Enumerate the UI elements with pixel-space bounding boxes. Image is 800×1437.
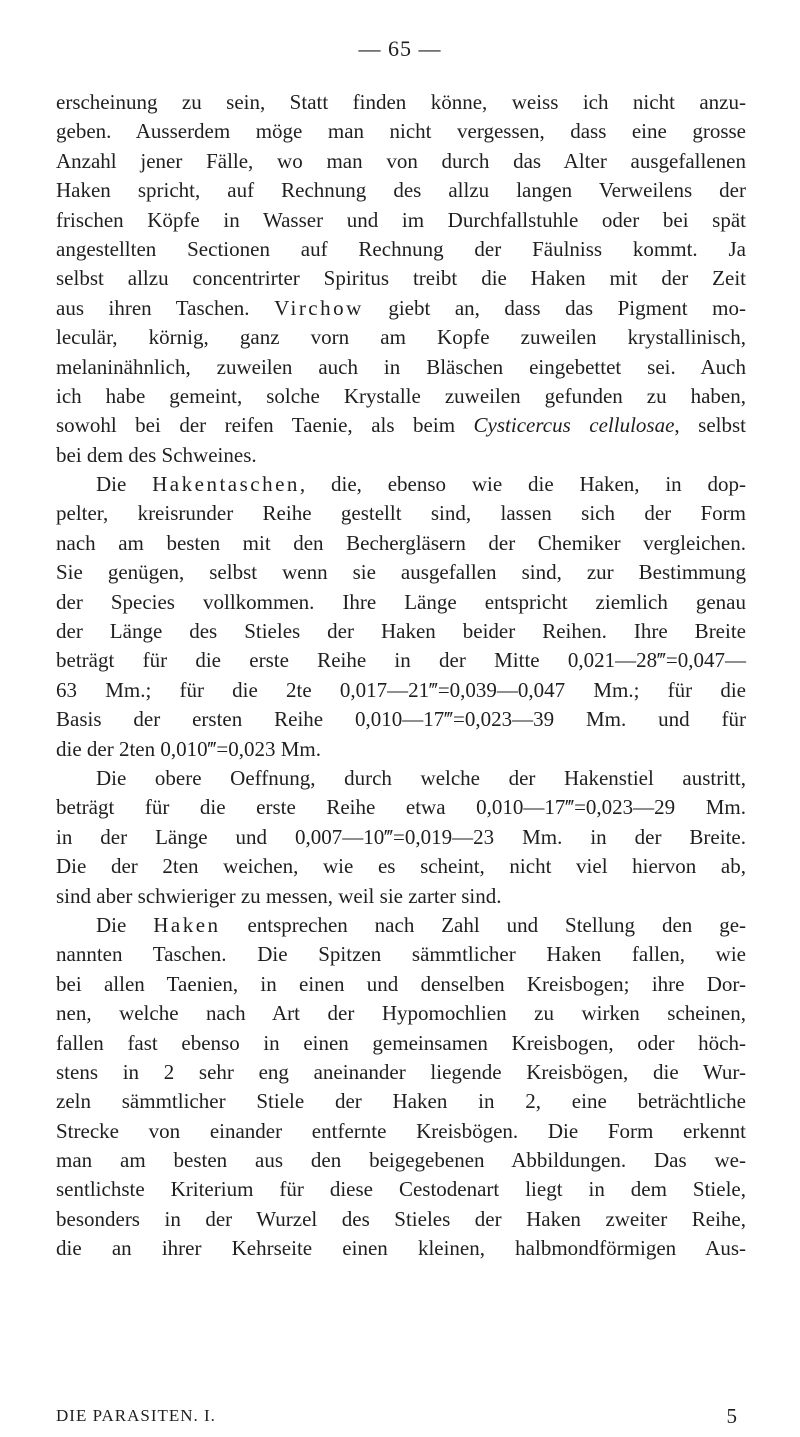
text-segment: Sie genügen, selbst wenn sie ausgefallen sind, zur Bestimmung xyxy=(56,560,746,585)
text-segment: Die xyxy=(96,472,153,497)
text-segment: nannten Taschen. Die Spitzen sämmtlicher Haken fallen, wie xyxy=(56,942,746,967)
text-line xyxy=(56,206,746,235)
text-segment: melaninähnlich, zuweilen auch in Bläschen eingebettet sei. Auch xyxy=(56,354,746,379)
body-text xyxy=(56,88,746,1264)
text-line xyxy=(56,1175,746,1204)
text-line xyxy=(56,999,746,1028)
text-line xyxy=(56,1205,746,1234)
text-segment: Die der 2ten weichen, wie es scheint, nicht viel hiervon ab, xyxy=(56,854,746,879)
text-line xyxy=(56,353,746,382)
text-segment: Basis der ersten Reihe 0,010—17‴=0,023—39 Mm. und für xyxy=(56,707,746,732)
text-line xyxy=(56,882,746,911)
text-segment: nen, welche nach Art der Hypomochlien zu wirken scheinen, xyxy=(56,1001,746,1026)
text-segment: bei dem des Schweines. xyxy=(56,442,257,467)
text-line xyxy=(56,823,746,852)
text-line xyxy=(56,617,746,646)
text-segment: fallen fast ebenso in einen gemeinsamen Kreisbogen, oder höch- xyxy=(56,1030,746,1055)
text-segment: , die, ebenso wie die Haken, in dop- xyxy=(299,472,746,497)
text-segment: Strecke von einander entfernte Kreisbögen. Die Form erkennt xyxy=(56,1118,746,1143)
text-line xyxy=(56,235,746,264)
text-line xyxy=(56,411,746,440)
text-segment: bei allen Taenien, in einen und denselben Kreisbogen; ihre Dor- xyxy=(56,971,746,996)
text-line xyxy=(56,176,746,205)
text-segment: 63 Mm.; für die 2te 0,017—21‴=0,039—0,047 Mm.; für die xyxy=(56,677,746,702)
text-segment: Die obere Oeffnung, durch welche der Hakenstiel austritt, xyxy=(96,765,746,790)
text-segment: stens in 2 sehr eng aneinander liegende Kreisbögen, die Wur- xyxy=(56,1059,746,1084)
signature-title: DIE PARASITEN. I. xyxy=(56,1406,216,1425)
text-segment: sentlichste Kriterium für diese Cestodenart liegt in dem Stiele, xyxy=(56,1177,746,1202)
page-number: — 65 — xyxy=(358,36,442,61)
text-line xyxy=(56,705,746,734)
text-line xyxy=(56,1146,746,1175)
text-line xyxy=(56,852,746,881)
text-line xyxy=(56,323,746,352)
text-segment: , selbst xyxy=(674,413,747,438)
text-line xyxy=(56,529,746,558)
text-segment: Die xyxy=(96,912,154,937)
text-line xyxy=(56,88,746,117)
text-line xyxy=(56,676,746,705)
text-line xyxy=(56,911,746,940)
text-segment: nach am besten mit den Bechergläsern der Chemiker vergleichen. xyxy=(56,530,746,555)
text-segment: geben. Ausserdem möge man nicht vergessen, dass eine grosse xyxy=(56,119,746,144)
italic-term: Cysticercus cellulosae xyxy=(473,413,675,438)
text-segment: man am besten aus den beigegebenen Abbildungen. Das we- xyxy=(56,1148,746,1173)
text-line xyxy=(56,382,746,411)
text-line xyxy=(56,1234,746,1263)
text-segment: frischen Köpfe in Wasser und im Durchfallstuhle oder bei spät xyxy=(56,207,746,232)
text-line xyxy=(56,470,746,499)
text-segment: sind aber schwieriger zu messen, weil sie zarter sind. xyxy=(56,883,502,908)
spaced-term: Haken xyxy=(153,912,221,937)
text-segment: zeln sämmtlicher Stiele der Haken in 2, eine beträchtliche xyxy=(56,1089,746,1114)
text-line xyxy=(56,940,746,969)
text-line xyxy=(56,735,746,764)
text-segment: erscheinung zu sein, Statt finden könne, weiss ich nicht anzu- xyxy=(56,90,746,114)
text-segment: Haken spricht, auf Rechnung des allzu langen Verweilens der xyxy=(56,178,746,203)
text-segment: giebt an, dass das Pigment mo- xyxy=(363,295,746,320)
text-segment: der Länge des Stieles der Haken beider Reihen. Ihre Breite xyxy=(56,619,746,644)
text-line xyxy=(56,1058,746,1087)
text-segment: Anzahl jener Fälle, wo man von durch das Alter ausgefallenen xyxy=(56,148,746,173)
text-segment: leculär, körnig, ganz vorn am Kopfe zuweilen krystallinisch, xyxy=(56,325,746,350)
text-line xyxy=(56,264,746,293)
text-line xyxy=(56,764,746,793)
text-segment: beträgt für die erste Reihe in der Mitte 0,021—28‴=0,047— xyxy=(56,648,746,673)
text-line xyxy=(56,558,746,587)
text-segment: die der 2ten 0,010‴=0,023 Mm. xyxy=(56,736,321,761)
text-segment: pelter, kreisrunder Reihe gestellt sind, lassen sich der Form xyxy=(56,501,746,526)
text-segment: entsprechen nach Zahl und Stellung den ge- xyxy=(220,912,747,937)
signature-number: 5 xyxy=(726,1404,738,1428)
text-line xyxy=(56,441,746,470)
text-line xyxy=(56,1117,746,1146)
text-segment: die an ihrer Kehrseite einen kleinen, halbmondförmigen Aus- xyxy=(56,1236,746,1261)
text-segment: aus ihren Taschen. xyxy=(56,295,275,320)
text-line xyxy=(56,970,746,999)
text-line xyxy=(56,793,746,822)
text-segment: besonders in der Wurzel des Stieles der Haken zweiter Reihe, xyxy=(56,1206,746,1231)
text-segment: selbst allzu concentrirter Spiritus treibt die Haken mit der Zeit xyxy=(56,266,746,291)
text-line xyxy=(56,499,746,528)
text-line xyxy=(56,1087,746,1116)
text-line xyxy=(56,147,746,176)
text-line xyxy=(56,294,746,323)
page-footer xyxy=(56,1406,738,1430)
text-segment: angestellten Sectionen auf Rechnung der Fäulniss kommt. Ja xyxy=(56,236,746,261)
text-segment: ich habe gemeint, solche Krystalle zuweilen gefunden zu haben, xyxy=(56,383,746,408)
text-segment: der Species vollkommen. Ihre Länge entspricht ziemlich genau xyxy=(56,589,746,614)
text-segment: beträgt für die erste Reihe etwa 0,010—17‴=0,023—29 Mm. xyxy=(56,795,746,820)
text-segment: in der Länge und 0,007—10‴=0,019—23 Mm. in der Breite. xyxy=(56,824,746,849)
spaced-term: Virchow xyxy=(274,295,364,320)
text-line xyxy=(56,117,746,146)
spaced-term: Hakentaschen xyxy=(152,472,300,497)
text-segment: sowohl bei der reifen Taenie, als beim xyxy=(56,413,474,438)
text-line xyxy=(56,1029,746,1058)
text-line xyxy=(56,646,746,675)
text-line xyxy=(56,588,746,617)
